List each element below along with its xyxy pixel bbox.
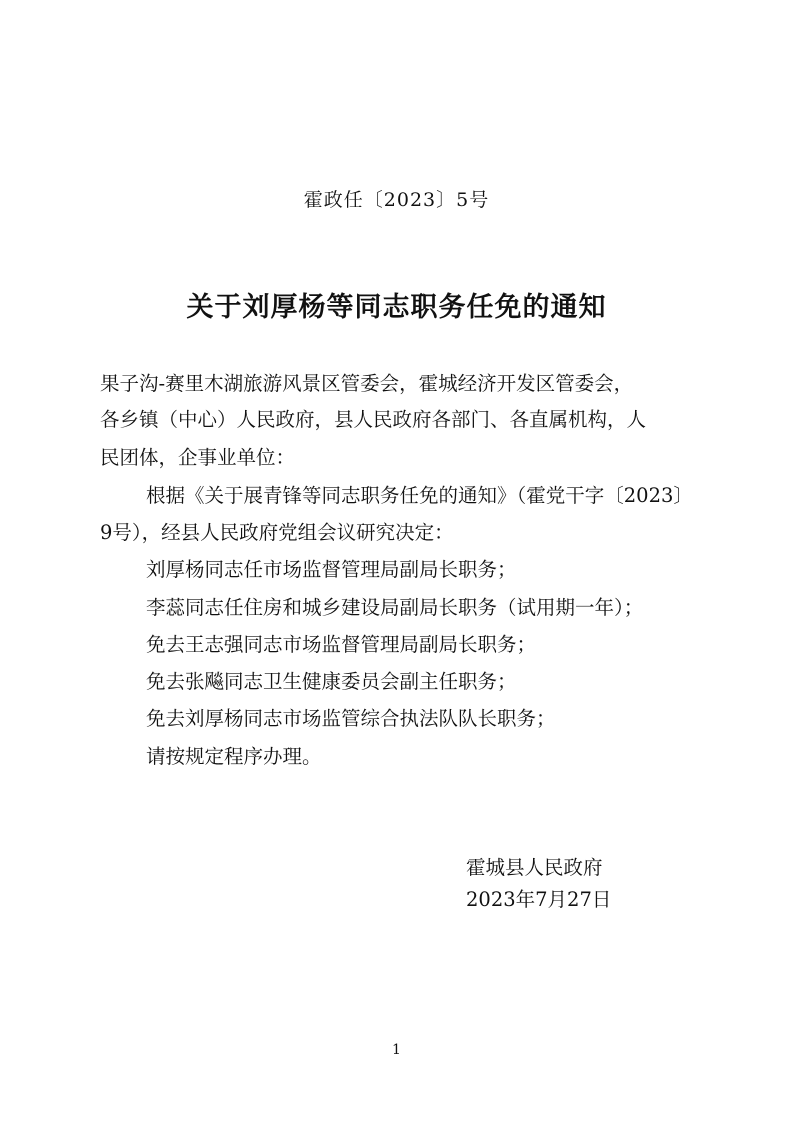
decision-item: 刘厚杨同志任市场监督管理局副局长职务； — [146, 558, 517, 581]
decision-item: 免去张飚同志卫生健康委员会副主任职务； — [146, 670, 517, 693]
basis-line-1: 根据《关于展青锋等同志职务任免的通知》（霍党干字〔2023〕 — [146, 484, 693, 507]
decision-item: 免去王志强同志市场监督管理局副局长职务； — [146, 633, 537, 656]
addressee-line-1: 果子沟-赛里木湖旅游风景区管委会，霍城经济开发区管委会， — [100, 372, 634, 395]
basis-line-2: 9号），经县人民政府党组会议研究决定： — [100, 521, 454, 544]
document-number: 霍政任〔2023〕5号 — [303, 189, 490, 211]
decision-item: 免去刘厚杨同志市场监管综合执法队队长职务； — [146, 707, 556, 730]
signature-org: 霍城县人民政府 — [466, 856, 603, 879]
addressee-line-2: 各乡镇（中心）人民政府，县人民政府各部门、各直属机构，人 — [100, 408, 647, 431]
page-number: 1 — [392, 1042, 401, 1058]
decision-item: 李蕊同志任住房和城乡建设局副局长职务（试用期一年）； — [146, 596, 644, 619]
signature-date: 2023年7月27日 — [466, 888, 612, 911]
closing-instruction: 请按规定程序办理。 — [146, 745, 322, 768]
document-title: 关于刘厚杨等同志职务任免的通知 — [186, 292, 607, 323]
addressee-line-3: 民团体，企事业单位： — [100, 446, 296, 469]
